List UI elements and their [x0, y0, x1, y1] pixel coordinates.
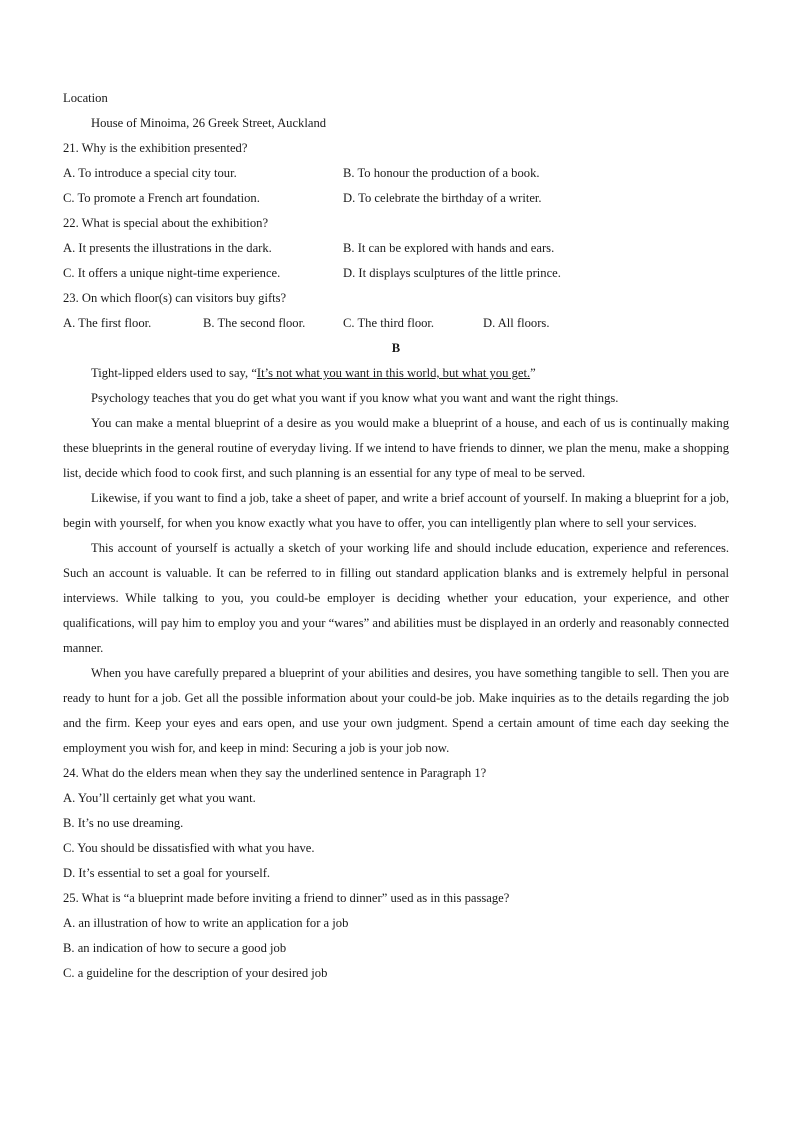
option-22-c: C. It offers a unique night-time experience.	[63, 266, 281, 280]
question-21-options-row-1	[63, 161, 729, 186]
option-22-b: B. It can be explored with hands and ears.	[343, 241, 555, 255]
option-21-c: C. To promote a French art foundation.	[63, 191, 260, 205]
question-24-stem: 24. What do the elders mean when they say the underlined sentence in Paragraph 1?	[63, 766, 487, 780]
location-heading: Location	[63, 91, 108, 105]
paragraph-4: Likewise, if you want to find a job, take a sheet of paper, and write a brief account of yourself. In making a blueprint for a job, begin with yourself, for when you know exactly what you have to offer, you can intelligently plan where to sell your services.	[63, 491, 729, 530]
question-22-options-row-2	[63, 261, 729, 286]
question-22-options-row-1	[63, 236, 729, 261]
option-24-d: D. It’s essential to set a goal for yourself.	[63, 866, 271, 880]
paragraph-2: Psychology teaches that you do get what you want if you know what you want and want the right things.	[91, 391, 619, 405]
underlined-sentence: It’s not what you want in this world, but what you get.	[256, 366, 531, 380]
option-22-a: A. It presents the illustrations in the dark.	[63, 241, 272, 255]
location-address: House of Minoima, 26 Greek Street, Auckland	[91, 116, 327, 130]
paragraph-5: This account of yourself is actually a sketch of your working life and should include education, experience and references. Such an account is valuable. It can be referred to in filling out standard application blanks and is extremely helpful in personal interviews. While talking to you, you could-be employer is deciding whether your education, your experience, and other qualifications, will pay him to employ you and your “wares” and abilities must be displayed in an orderly and reasonably connected manner.	[63, 541, 729, 655]
option-21-b: B. To honour the production of a book.	[343, 166, 540, 180]
paragraph-6: When you have carefully prepared a blueprint of your abilities and desires, you have something tangible to sell. Then you are ready to hunt for a job. Get all the possible information about your could-be job. Make inquiries as to the details regarding the job and the firm. Keep your eyes and ears open, and use your own judgment. Spend a certain amount of time each day seeking the employment you wish for, and keep in mind: Securing a job is your job now.	[63, 666, 729, 755]
option-21-d: D. To celebrate the birthday of a writer.	[343, 191, 542, 205]
option-23-d: D. All floors.	[483, 316, 550, 330]
question-25-stem: 25. What is “a blueprint made before inviting a friend to dinner” used as in this passage?	[63, 891, 510, 905]
option-23-c: C. The third floor.	[343, 316, 435, 330]
option-25-c: C. a guideline for the description of your desired job	[63, 966, 328, 980]
option-21-a: A. To introduce a special city tour.	[63, 166, 237, 180]
option-25-a: A. an illustration of how to write an application for a job	[63, 916, 349, 930]
question-23-options-row	[63, 311, 729, 336]
option-22-d: D. It displays sculptures of the little prince.	[343, 266, 561, 280]
section-b-title: B	[391, 341, 401, 355]
option-24-b: B. It’s no use dreaming.	[63, 816, 184, 830]
question-23-stem: 23. On which floor(s) can visitors buy gifts?	[63, 291, 287, 305]
option-23-b: B. The second floor.	[203, 316, 306, 330]
paragraph-1-prefix: Tight-lipped elders used to say, “	[91, 366, 257, 380]
option-23-a: A. The first floor.	[63, 316, 152, 330]
paragraph-3: You can make a mental blueprint of a desire as you would make a blueprint of a house, and each of us is continually making these blueprints in the general routine of everyday living. If we intend to have friends to dinner, we plan the menu, make a shopping list, decide which food to cook first, and such planning is an essential for any type of meal to be served.	[63, 416, 729, 480]
option-24-c: C. You should be dissatisfied with what you have.	[63, 841, 315, 855]
question-22-stem: 22. What is special about the exhibition?	[63, 216, 269, 230]
option-24-a: A. You’ll certainly get what you want.	[63, 791, 256, 805]
paragraph-1	[63, 361, 729, 386]
option-25-b: B. an indication of how to secure a good job	[63, 941, 287, 955]
paragraph-1-suffix: ”	[530, 366, 536, 380]
document-page	[63, 86, 729, 986]
question-21-options-row-2	[63, 186, 729, 211]
question-21-stem: 21. Why is the exhibition presented?	[63, 141, 248, 155]
